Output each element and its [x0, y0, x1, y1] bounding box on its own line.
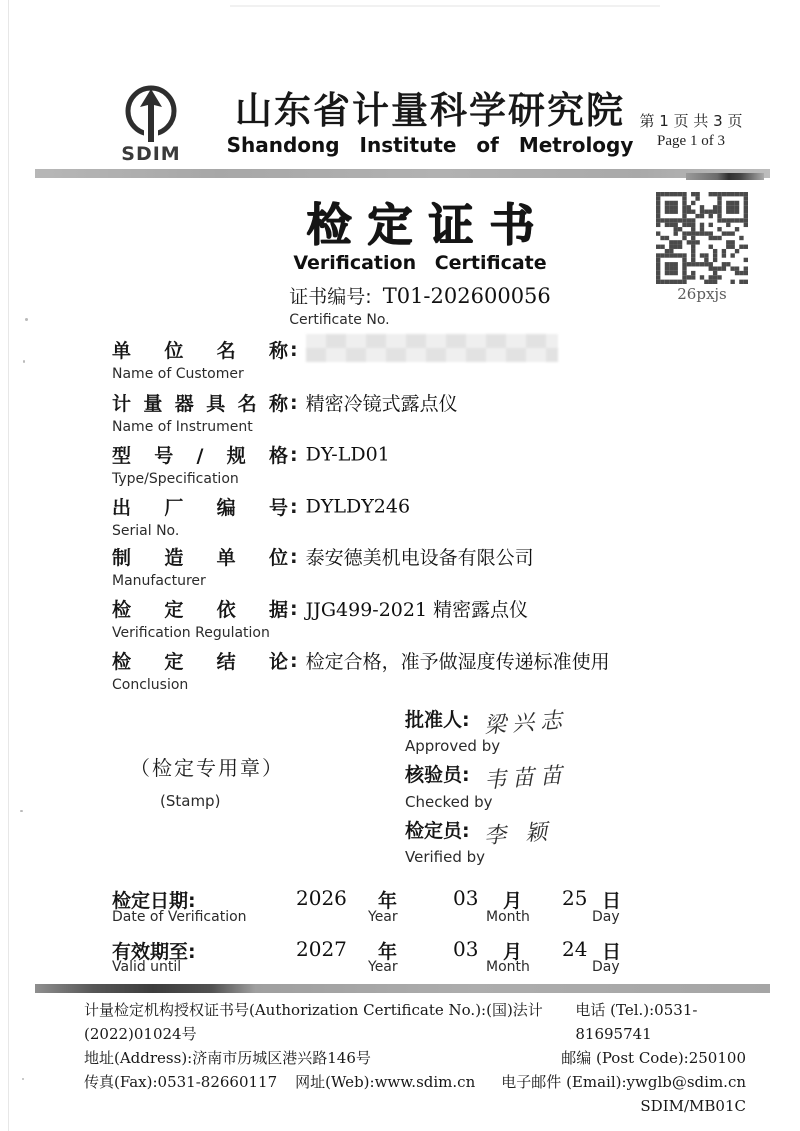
date-sublabel: Valid until	[112, 959, 182, 975]
field-label: 检定依据	[112, 599, 288, 621]
field-serial-no: 出厂编号 : DYLDY246 Serial No.	[112, 493, 732, 539]
date-label: 有效期至:	[112, 941, 196, 963]
field-sublabel: Serial No.	[112, 523, 180, 539]
field-instrument: 计量器具名称 : 精密冷镜式露点仪 Name of Instrument	[112, 389, 732, 435]
certificate-title-en: Verification Certificate	[293, 252, 547, 274]
field-value: 精密冷镜式露点仪	[305, 393, 458, 415]
certificate-title-zh: 检定证书	[305, 198, 550, 251]
date-month-unit: 月	[503, 890, 523, 912]
scan-edge-line	[8, 0, 9, 1131]
verifier-sublabel: Verified by	[405, 848, 486, 866]
field-value: DY-LD01	[305, 443, 390, 466]
date-day-value: 25	[562, 886, 588, 910]
stamp-note-zh: （检定专用章）	[130, 756, 284, 780]
scan-artifact	[22, 1078, 24, 1080]
field-label: 检定结论	[112, 651, 288, 673]
field-label: 出厂编号	[112, 497, 288, 519]
field-sublabel: Name of Instrument	[112, 419, 253, 435]
approver-signature: 梁兴志	[482, 708, 569, 739]
certificate-number-sublabel: Certificate No.	[289, 312, 390, 328]
date-year-value: 2026	[296, 886, 347, 910]
date-month-unit: 月	[503, 941, 523, 963]
approver-row: 批准人: 梁兴志	[405, 705, 568, 737]
checker-row: 核验员: 韦苗苗	[405, 760, 568, 792]
scan-artifact	[230, 5, 660, 7]
date-month-value: 03	[453, 937, 479, 961]
field-sublabel: Manufacturer	[112, 573, 206, 589]
field-sublabel: Verification Regulation	[112, 625, 270, 641]
date-month-value: 03	[453, 886, 479, 910]
field-manufacturer: 制造单位 : 泰安德美机电设备有限公司 Manufacturer	[112, 543, 732, 589]
page-number-zh: 第 1 页 共 3 页	[639, 112, 743, 130]
post-code: 邮编 (Post Code):250100	[561, 1049, 746, 1067]
telephone: 电话 (Tel.):0531-81695741	[575, 1001, 698, 1043]
certificate-number-value: T01-202600056	[382, 284, 551, 308]
qr-code-block	[656, 192, 748, 303]
field-value: 泰安德美机电设备有限公司	[305, 547, 534, 569]
qr-code	[656, 192, 748, 284]
footer	[84, 998, 746, 1118]
date-day-unit: 日	[602, 890, 622, 912]
field-label: 计量器具名称	[112, 393, 288, 415]
email: 电子邮件 (Email):ywglb@sdim.cn	[501, 1073, 746, 1091]
verifier-row: 检定员: 李 颖	[405, 816, 553, 848]
date-year-unit: 年	[378, 890, 398, 912]
field-type-spec: 型号/规格 : DY-LD01 Type/Specification	[112, 441, 732, 487]
doc-code: SDIM/MB01C	[640, 1097, 746, 1115]
authorization-certificate-no: 计量检定机构授权证书号(Authorization Certificate No.):(国)法计(2022)01024号	[84, 1001, 543, 1043]
page-number-en: Page 1 of 3	[657, 133, 725, 149]
footer-row-2	[84, 1046, 746, 1070]
logo-text: SDIM	[121, 143, 181, 165]
date-day-unit: 日	[602, 941, 622, 963]
date-year-value: 2027	[296, 937, 347, 961]
field-sublabel: Name of Customer	[112, 366, 244, 382]
certificate-number-block	[210, 282, 630, 328]
org-name-zh: 山东省计量科学研究院	[235, 88, 625, 132]
field-value: 检定合格，准予做湿度传递标准使用	[305, 651, 610, 673]
footer-row-3	[84, 1070, 746, 1094]
certificate-number-label: 证书编号:	[289, 286, 372, 308]
field-sublabel: Conclusion	[112, 677, 189, 693]
date-year-unit: 年	[378, 941, 398, 963]
field-customer: 单位名称 : Name of Customer	[112, 336, 732, 382]
redacted-customer-name	[306, 334, 558, 362]
scan-artifact	[23, 360, 25, 363]
header-divider	[35, 169, 770, 178]
header-logo	[111, 84, 191, 165]
field-label: 制造单位	[112, 547, 288, 569]
certificate-page: SDIM 山东省计量科学研究院 Shandong Institute of Metrology 第 1 页 共 3 页 Page 1 of 3 检定证书 Verification Certificate 证书编号: T01-202600056 Certificate No. 26pxjs 单位名称 : Name of Customer 计量器具名称 : 精密冷镜式露点仪 Name of Instrument 型号/规格 : DY-LD01 Type/Specification 出厂编号 : DYLDY246 Serial No. 制造单位 : 泰安德美机电设备有限公司 Manufacturer 检定依据 : JJG499-2021 精密露点仪 Verification Regulation 检定结论 : 检定合格，准予做湿度传递标准使用 Conclusion （检定专用章） (Stamp) 批准人: 梁兴志 Approved by 核验员: 韦苗苗 Checked by 检定员: 李 颖 Verified by 检定日期: 2026 年 03 月 25 日 Date of Verification Year Month Day 有效期至: 2027 年 03 月 24 日 Valid until Year Month Day 计量检定机构授权证书号(Authorization Certificate No.):(国)法计(2022)01024号 电话 (Tel.):0531-81695741 地址(Address):济南市历城区港兴路146号 邮编 (Post Code):250100 传真(Fax):0531-82660117 网址(Web):www.sdim.cn 电子邮件 (Email):ywglb@sdim.cn SDIM/MB01C	[0, 0, 800, 1131]
date-sublabel: Date of Verification	[112, 909, 247, 925]
date-label: 检定日期:	[112, 890, 196, 912]
verifier-signature: 李 颖	[482, 819, 554, 850]
approver-sublabel: Approved by	[405, 737, 501, 755]
field-sublabel: Type/Specification	[112, 471, 239, 487]
scan-artifact	[20, 810, 23, 812]
footer-row-1	[84, 998, 746, 1046]
fax: 传真(Fax):0531-82660117	[84, 1073, 278, 1091]
field-value: JJG499-2021 精密露点仪	[305, 599, 529, 621]
qr-caption: 26pxjs	[677, 285, 727, 303]
stamp-note-en: (Stamp)	[160, 792, 221, 810]
field-regulation: 检定依据 : JJG499-2021 精密露点仪 Verification Regulation	[112, 595, 732, 641]
org-name-en: Shandong Institute of Metrology	[226, 133, 634, 157]
field-value: DYLDY246	[305, 495, 411, 518]
checker-signature: 韦苗苗	[482, 763, 569, 794]
field-label: 单位名称	[112, 340, 288, 362]
field-conclusion: 检定结论 : 检定合格，准予做湿度传递标准使用 Conclusion	[112, 647, 732, 693]
date-day-value: 24	[562, 937, 588, 961]
page-number	[633, 111, 749, 151]
address: 地址(Address):济南市历城区港兴路146号	[84, 1049, 371, 1067]
footer-divider	[35, 984, 770, 993]
scan-artifact	[25, 318, 28, 321]
checker-sublabel: Checked by	[405, 793, 493, 811]
field-label: 型号/规格	[112, 445, 288, 467]
website: 网址(Web):www.sdim.cn	[295, 1073, 476, 1091]
